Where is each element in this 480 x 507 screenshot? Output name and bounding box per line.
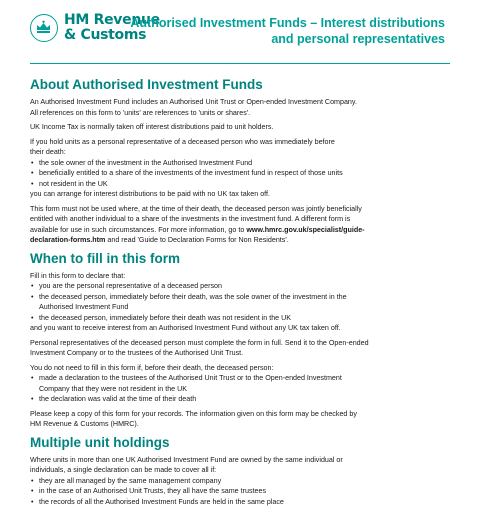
paragraph: [30, 225, 460, 236]
paragraph: Fill in this form to declare that:: [30, 271, 460, 282]
page-header: [0, 0, 480, 58]
paragraph: their death:: [30, 147, 460, 158]
list-item: • you are the personal representative of a deceased person: [30, 281, 460, 292]
list-item: • the sole owner of the investment in the Authorised Investment Fund: [30, 158, 460, 169]
section-heading: Multiple unit holdings: [30, 434, 460, 452]
list-item: • the records of all the Authorised Investment Funds are held in the same place: [30, 497, 460, 507]
list-item: • not resident in the UK: [30, 179, 460, 190]
paragraph: [30, 235, 460, 246]
list-item-line: • made a declaration to the trustees of the Authorised Unit Trust or to the Open-ended Investment: [39, 373, 460, 384]
paragraph: All references on this form to 'units' are references to 'units or shares'.: [30, 108, 460, 119]
text-span: available for use in such circumstances. For more information, go to: [30, 226, 246, 234]
hmrc-crest-logo: [30, 14, 58, 42]
text-span: and read 'Guide to Declaration Forms for Non Residents'.: [105, 236, 288, 244]
document-title: [130, 15, 445, 47]
title-line-1: Authorised Investment Funds – Interest distributions: [130, 15, 445, 31]
paragraph: Personal representatives of the deceased person must complete the form in full. Send it to the Open-ended: [30, 338, 460, 349]
guide-link[interactable]: www.hmrc.gov.uk/specialist/guide-: [246, 226, 364, 234]
list-item-line: • the deceased person, immediately before their death, was the sole owner of the investment in the: [39, 292, 460, 303]
section-about: [30, 76, 460, 246]
brand-line-1: HM Revenue: [64, 13, 160, 28]
paragraph: you can arrange for interest distributions to be paid with no UK tax taken off.: [30, 189, 460, 200]
brand-line-2: & Customs: [64, 28, 160, 43]
paragraph: Please keep a copy of this form for your records. The information given on this form may be checked by: [30, 409, 460, 420]
bullet-list: [30, 158, 460, 190]
list-item: • beneficially entitled to a share of the investments of the investment fund in respect of those units: [30, 168, 460, 179]
guide-link-continued[interactable]: declaration-forms.htm: [30, 236, 105, 244]
paragraph: This form must not be used where, at the time of their death, the deceased person was jointly beneficially: [30, 204, 460, 215]
list-item: • they are all managed by the same management company: [30, 476, 460, 487]
section-heading: About Authorised Investment Funds: [30, 76, 460, 94]
paragraph: If you hold units as a personal representative of a deceased person who was immediately before: [30, 137, 460, 148]
bullet-list: [30, 281, 460, 323]
document-body: [30, 76, 460, 507]
paragraph: Where units in more than one UK Authorised Investment Fund are owned by the same individual or: [30, 455, 460, 466]
paragraph: individuals, a single declaration can be made to cover all if:: [30, 465, 460, 476]
paragraph: HM Revenue & Customs (HMRC).: [30, 419, 460, 430]
section-multiple: [30, 434, 460, 507]
paragraph: You do not need to fill in this form if, before their death, the deceased person:: [30, 363, 460, 374]
list-item-line: Company that they were not resident in the UK: [39, 384, 460, 395]
paragraph: An Authorised Investment Fund includes an Authorised Unit Trust or Open-ended Investment Company.: [30, 97, 460, 108]
bullet-list: [30, 373, 460, 405]
paragraph: Investment Company or to the trustees of the Authorised Unit Trust.: [30, 348, 460, 359]
list-item-line: Authorised Investment Fund: [39, 302, 460, 313]
bullet-list: [30, 476, 460, 507]
list-item: • the declaration was valid at the time of their death: [30, 394, 460, 405]
section-heading: When to fill in this form: [30, 250, 460, 268]
list-item: [30, 373, 460, 394]
list-item: [30, 292, 460, 313]
header-divider: [30, 63, 450, 64]
paragraph: UK Income Tax is normally taken off interest distributions paid to unit holders.: [30, 122, 460, 133]
paragraph: and you want to receive interest from an Authorised Investment Fund without any UK tax taken off.: [30, 323, 460, 334]
title-line-2: and personal representatives: [130, 31, 445, 47]
list-item: • the deceased person, immediately before their death was not resident in the UK: [30, 313, 460, 324]
paragraph: entitled with another individual to a share of the investments in the investment fund. A different form is: [30, 214, 460, 225]
section-when: [30, 250, 460, 430]
list-item: • in the case of an Authorised Unit Trusts, they all have the same trustees: [30, 486, 460, 497]
crown-icon: [34, 18, 53, 37]
